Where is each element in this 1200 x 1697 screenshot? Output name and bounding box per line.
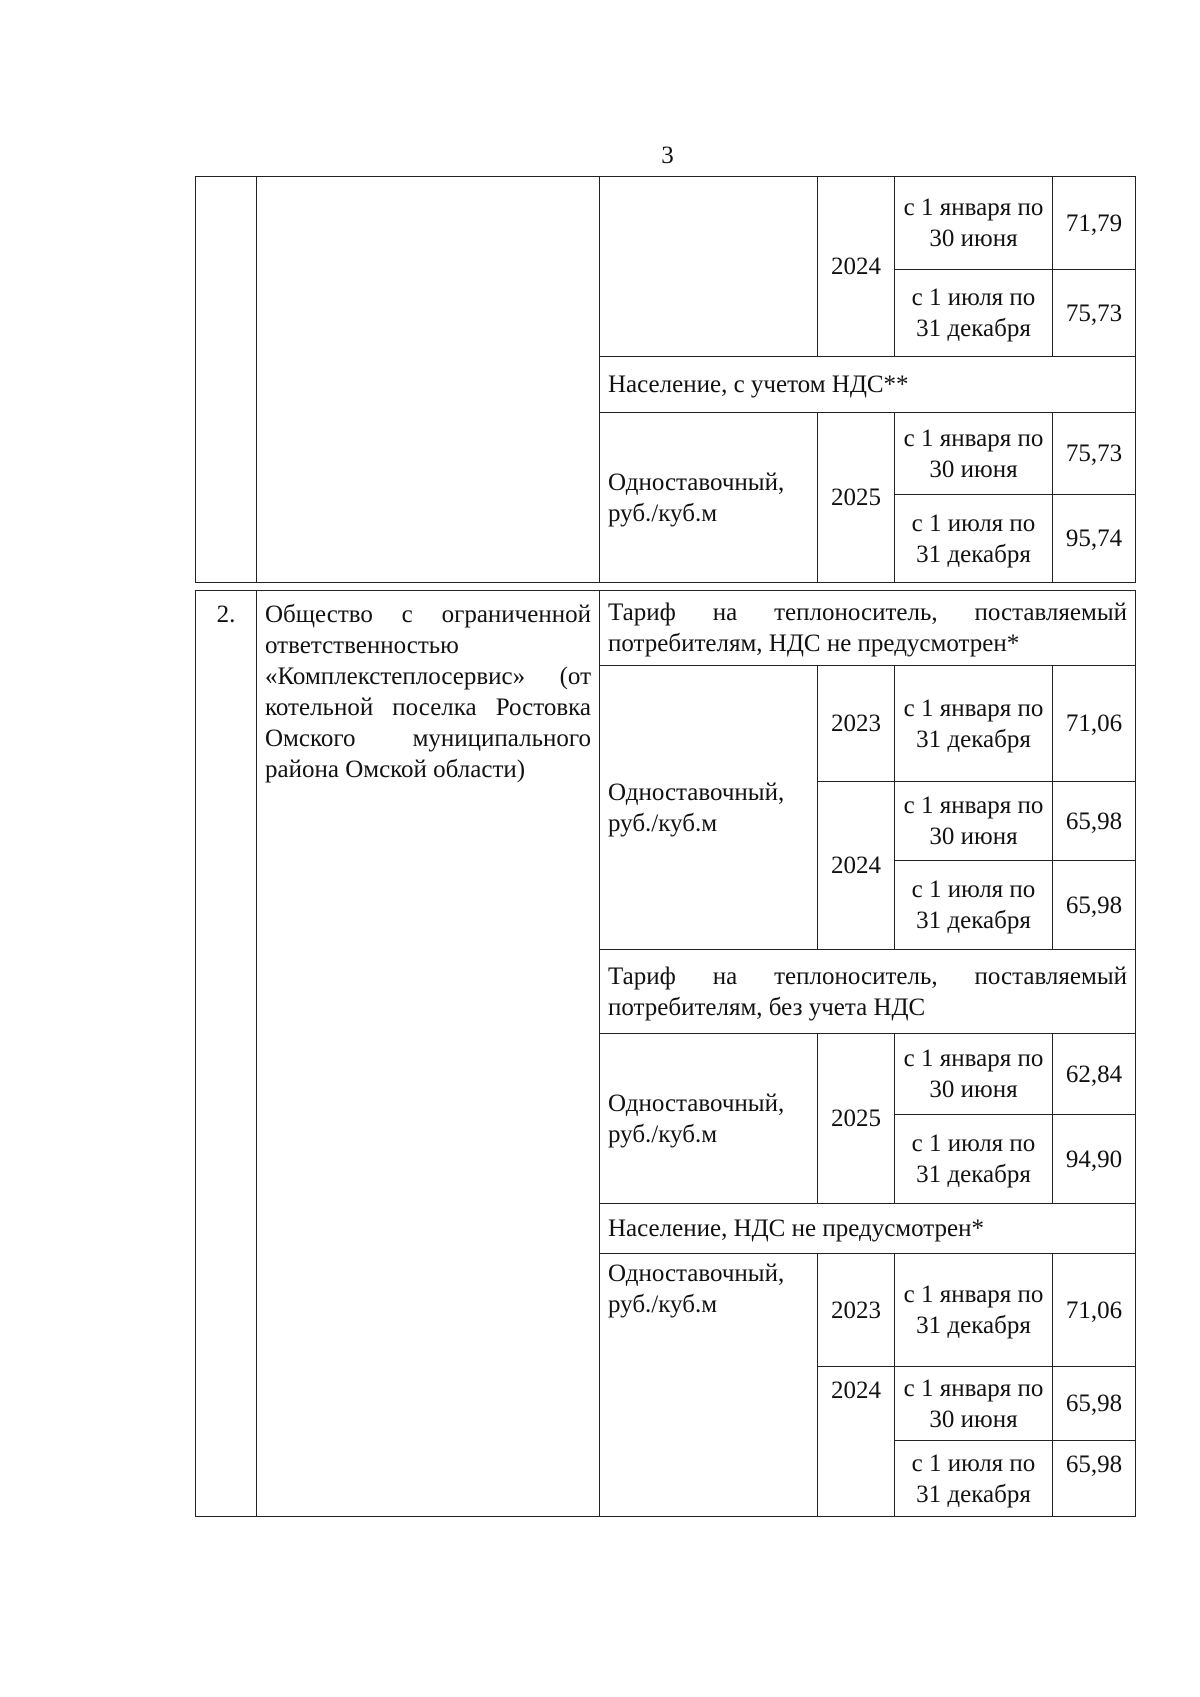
year-cell: 2024 [818, 177, 895, 357]
year-cell: 2024 [818, 782, 895, 950]
year-cell: 2024 [818, 1367, 895, 1517]
period-cell: с 1 января по 30 июня [895, 1034, 1053, 1115]
tariff-value-cell: 71,79 [1053, 177, 1136, 270]
tariff-table [195, 176, 1136, 583]
period-cell: с 1 января по 31 декабря [895, 1254, 1053, 1367]
tariff-kind-cell: Одноставочный, руб./куб.м [600, 413, 818, 583]
tariff-kind-cell: Одноставочный, руб./куб.м [600, 1034, 818, 1204]
row-number-cell: 2. [196, 591, 257, 1517]
section-header-cell: Тариф на теплоноситель, поставляемый потребителям, без учета НДС [600, 950, 1136, 1034]
year-cell: 2023 [818, 666, 895, 782]
organization-cell [257, 177, 600, 583]
period-cell: с 1 января по 30 июня [895, 177, 1053, 270]
table-row [196, 177, 1136, 270]
tariff-value-cell: 71,06 [1053, 1254, 1136, 1367]
page-number: 3 [661, 142, 674, 169]
tariff-value-cell: 71,06 [1053, 666, 1136, 782]
tariff-value-cell: 65,98 [1053, 1441, 1136, 1517]
tariff-table-org2 [195, 590, 1136, 1517]
row-number-cell [196, 177, 257, 583]
period-cell: с 1 июля по 31 декабря [895, 861, 1053, 950]
table-row [196, 591, 1136, 666]
section-header-cell: Население, с учетом НДС** [600, 357, 1136, 413]
period-cell: с 1 июля по 31 декабря [895, 1115, 1053, 1204]
period-cell: с 1 июля по 31 декабря [895, 495, 1053, 583]
year-cell: 2025 [818, 413, 895, 583]
organization-cell: Общество с ограниченной ответственностью «Комплекстеплосервис» (от котельной поселка Ростовка Омского муниципального района Омской области) [257, 591, 600, 1517]
year-cell: 2023 [818, 1254, 895, 1367]
tariff-kind-cell: Одноставочный, руб./куб.м [600, 666, 818, 950]
tariff-value-cell: 65,98 [1053, 861, 1136, 950]
tariff-value-cell: 95,74 [1053, 495, 1136, 583]
tariff-value-cell: 75,73 [1053, 270, 1136, 357]
tariff-value-cell: 94,90 [1053, 1115, 1136, 1204]
tariff-value-cell: 75,73 [1053, 413, 1136, 495]
year-cell: 2025 [818, 1034, 895, 1204]
section-header-cell: Тариф на теплоноситель, поставляемый потребителям, НДС не предусмотрен* [600, 591, 1136, 666]
section-header-cell: Население, НДС не предусмотрен* [600, 1204, 1136, 1254]
period-cell: с 1 января по 30 июня [895, 1367, 1053, 1441]
period-cell: с 1 июля по 31 декабря [895, 270, 1053, 357]
period-cell: с 1 января по 31 декабря [895, 666, 1053, 782]
period-cell: с 1 января по 30 июня [895, 782, 1053, 861]
period-cell: с 1 июля по 31 декабря [895, 1441, 1053, 1517]
tariff-value-cell: 65,98 [1053, 1367, 1136, 1441]
tariff-value-cell: 62,84 [1053, 1034, 1136, 1115]
tariff-kind-cell [600, 177, 818, 357]
tariff-value-cell: 65,98 [1053, 782, 1136, 861]
tariff-kind-cell: Одноставочный, руб./куб.м [600, 1254, 818, 1517]
period-cell: с 1 января по 30 июня [895, 413, 1053, 495]
